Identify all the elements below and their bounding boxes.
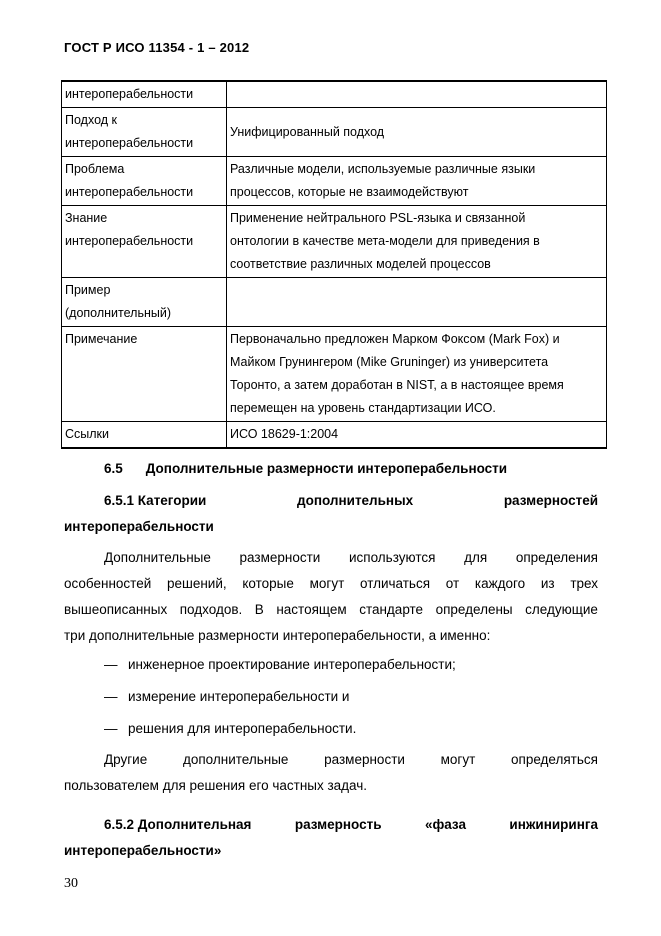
section-number: 6.5	[104, 461, 123, 476]
list-item-text: решения для интероперабельности.	[128, 721, 357, 736]
word: от	[445, 576, 460, 591]
list-item	[104, 657, 456, 672]
word: которые	[242, 576, 294, 591]
paragraph-line: три дополнительные размерности интероперабельности, а именно:	[64, 628, 491, 643]
table-cell-label	[62, 327, 227, 422]
table-row	[62, 206, 607, 278]
table-cell-value	[227, 108, 607, 157]
word: В	[254, 602, 264, 617]
paragraph-user-dimensions	[64, 747, 598, 799]
word: особенностей	[64, 576, 152, 591]
word: настоящем	[276, 602, 347, 617]
list-item-text: измерение интероперабельности и	[128, 689, 350, 704]
cell-line: ИСО 18629-1:2004	[230, 427, 339, 441]
word: отличаться	[359, 576, 431, 591]
cell-line: Подход к	[65, 113, 117, 127]
word: каждого	[474, 576, 526, 591]
cell-line: Первоначально предложен Марком Фоксом (Mark Fox) и	[230, 332, 560, 346]
table-row	[62, 157, 607, 206]
table-cell-value	[227, 422, 607, 449]
dash-bullet: —	[104, 721, 118, 736]
dash-bullet: —	[104, 689, 118, 704]
paragraph-dimensions	[64, 545, 598, 649]
heading-word: размерность	[294, 817, 382, 832]
table-cell-value	[227, 81, 607, 108]
heading-word: 6.5.1 Категории	[104, 493, 207, 508]
word: решений,	[166, 576, 227, 591]
heading-word: инжиниринга	[509, 817, 598, 832]
word: определяться	[511, 752, 598, 767]
word: размерности	[239, 550, 321, 565]
cell-line: Майком Грунингером (Mike Gruninger) из университета	[230, 355, 549, 369]
table-cell-label	[62, 206, 227, 278]
table-cell-value	[227, 278, 607, 327]
cell-line: Торонто, а затем доработан в NIST, а в настоящее время	[230, 378, 564, 392]
word: Другие	[104, 752, 148, 767]
word: следующие	[525, 602, 598, 617]
cell-line: соответствие различных моделей процессов	[230, 257, 491, 271]
paragraph-line: пользователем для решения его частных задач.	[64, 778, 368, 793]
interoperability-table	[61, 80, 607, 449]
cell-line: интероперабельности	[65, 136, 194, 150]
table-row	[62, 278, 607, 327]
word: для	[464, 550, 488, 565]
word: могут	[440, 752, 476, 767]
table-row	[62, 108, 607, 157]
cell-line: интероперабельности	[65, 234, 194, 248]
heading-line: интероперабельности»	[64, 843, 222, 858]
heading-word: «фаза	[424, 817, 466, 832]
cell-line: Знание	[65, 211, 108, 225]
heading-word: размерностей	[503, 493, 598, 508]
list-item-text: инженерное проектирование интероперабельности;	[128, 657, 456, 672]
word: вышеописанных	[64, 602, 168, 617]
cell-line: процессов, которые не взаимодействуют	[230, 185, 469, 199]
section-title: Дополнительные размерности интероперабельности	[145, 461, 508, 476]
word: трех	[570, 576, 598, 591]
list-item	[104, 689, 349, 704]
section-6-5-1-heading	[64, 488, 598, 540]
table-cell-value	[227, 157, 607, 206]
word: подходов.	[179, 602, 243, 617]
cell-line: Ссылки	[65, 427, 110, 441]
cell-line: Применение нейтрального PSL-языка и связанной	[230, 211, 526, 225]
table-cell-value	[227, 206, 607, 278]
table-cell-label	[62, 81, 227, 108]
page-number: 30	[64, 876, 78, 891]
table-row	[62, 81, 607, 108]
cell-line: Унифицированный подход	[230, 124, 385, 139]
table-cell-label	[62, 278, 227, 327]
cell-line: Пример	[65, 283, 111, 297]
word: определены	[435, 602, 513, 617]
section-6-5-heading	[104, 461, 507, 476]
table-cell-label	[62, 422, 227, 449]
cell-line: Примечание	[65, 332, 138, 346]
heading-line: интероперабельности	[64, 519, 214, 534]
table-row	[62, 327, 607, 422]
list-item	[104, 721, 356, 736]
table-cell-label	[62, 108, 227, 157]
word: могут	[309, 576, 345, 591]
cell-line: Различные модели, используемые различные языки	[230, 162, 536, 176]
heading-word: 6.5.2 Дополнительная	[104, 817, 252, 832]
cell-line: онтологии в качестве мета-модели для приведения в	[230, 234, 540, 248]
heading-word: дополнительных	[297, 493, 414, 508]
word: используются	[348, 550, 436, 565]
table-row	[62, 422, 607, 449]
dash-bullet: —	[104, 657, 118, 672]
table-cell-value	[227, 327, 607, 422]
word: из	[540, 576, 555, 591]
word: дополнительные	[182, 752, 289, 767]
cell-line: интероперабельности	[65, 87, 194, 101]
word: Дополнительные	[104, 550, 211, 565]
section-6-5-2-heading	[64, 812, 598, 864]
word: определения	[515, 550, 598, 565]
word: стандарте	[359, 602, 424, 617]
word: размерности	[324, 752, 405, 767]
cell-line: перемещен на уровень стандартизации ИСО.	[230, 401, 496, 415]
document-header: ГОСТ Р ИСО 11354 - 1 – 2012	[64, 40, 250, 55]
cell-line: Проблема	[65, 162, 125, 176]
cell-line: интероперабельности	[65, 185, 194, 199]
cell-line: (дополнительный)	[65, 306, 171, 320]
table-cell-label	[62, 157, 227, 206]
